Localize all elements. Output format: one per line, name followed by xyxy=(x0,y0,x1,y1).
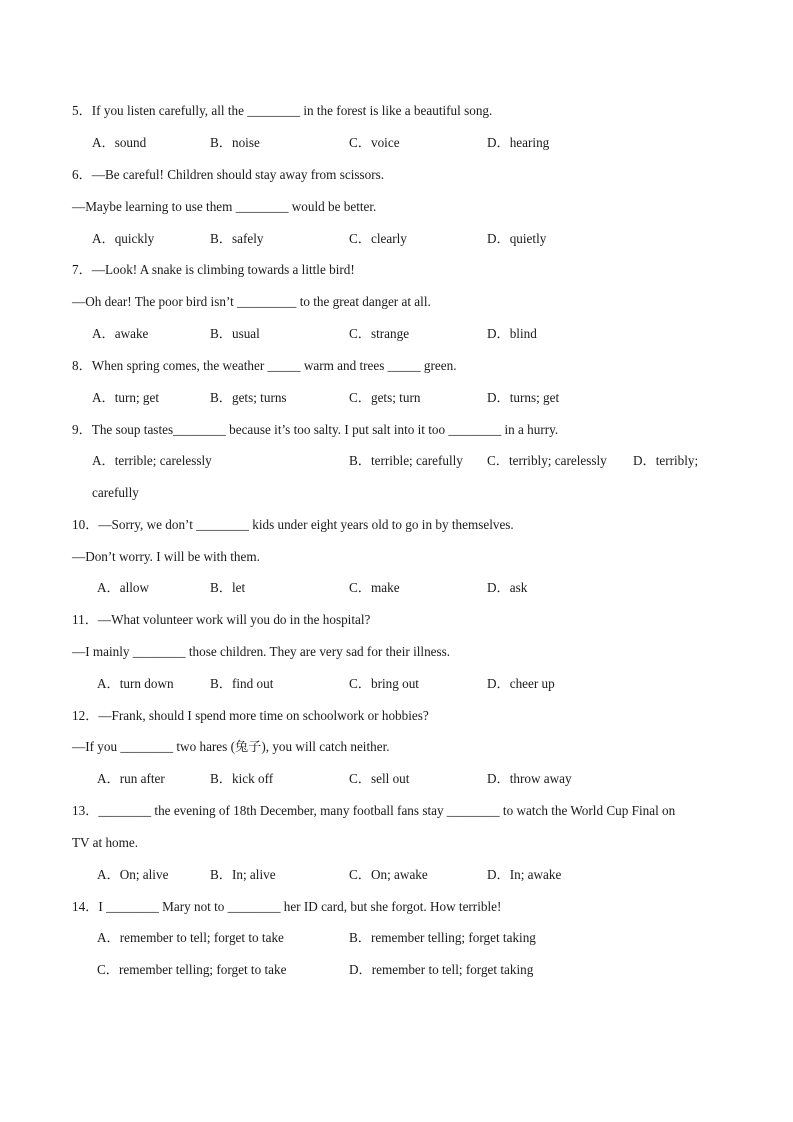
question-13-option-c: C．On; awake xyxy=(349,867,428,882)
question-8-option-a: A．turn; get xyxy=(92,390,160,405)
question-14-option-d: D．remember to tell; forget taking xyxy=(349,962,534,977)
question-7-stem: 7．—Look! A snake is climbing towards a little bird! xyxy=(72,262,355,277)
question-6-stem: 6．—Be careful! Children should stay away from scissors. xyxy=(72,167,385,182)
question-9-option-b: B．terrible; carefully xyxy=(349,453,463,468)
question-11-stem-2: —I mainly ________ those children. They are very sad for their illness. xyxy=(72,644,451,659)
question-13-option-b: B．In; alive xyxy=(210,867,276,882)
question-12-stem-2: —If you ________ two hares (兔子), you will catch neither. xyxy=(72,739,390,754)
question-12-stem: 12．—Frank, should I spend more time on schoolwork or hobbies? xyxy=(72,708,429,723)
question-7-option-a: A．awake xyxy=(92,326,149,341)
question-6-option-b: B．safely xyxy=(210,231,264,246)
question-12-option-c: C．sell out xyxy=(349,771,410,786)
question-12-option-b: B．kick off xyxy=(210,771,274,786)
question-6-option-c: C．clearly xyxy=(349,231,407,246)
question-13-stem: 13．________ the evening of 18th December, many football fans stay ________ to watch the World Cup Final on xyxy=(72,803,676,818)
question-10-option-a: A．allow xyxy=(97,580,150,595)
question-11-option-d: D．cheer up xyxy=(487,676,555,691)
question-6-option-a: A．quickly xyxy=(92,231,155,246)
question-7-stem-2: —Oh dear! The poor bird isn’t _________ to the great danger at all. xyxy=(72,294,431,309)
question-10-option-b: B．let xyxy=(210,580,246,595)
question-8-option-d: D．turns; get xyxy=(487,390,560,405)
question-10-option-c: C．make xyxy=(349,580,400,595)
question-13-option-d: D．In; awake xyxy=(487,867,562,882)
question-6-option-d: D．quietly xyxy=(487,231,547,246)
question-9-option-c: C．terribly; carelessly xyxy=(487,453,607,468)
question-7-option-b: B．usual xyxy=(210,326,260,341)
question-8-option-c: C．gets; turn xyxy=(349,390,421,405)
question-13-option-a: A．On; alive xyxy=(97,867,169,882)
question-9-stem: 9．The soup tastes________ because it’s too salty. I put salt into it too ________ in a hurry. xyxy=(72,422,559,437)
question-5-option-b: B．noise xyxy=(210,135,260,150)
question-7-option-d: D．blind xyxy=(487,326,537,341)
question-5-option-d: D．hearing xyxy=(487,135,550,150)
question-5-stem: 5．If you listen carefully, all the ________ in the forest is like a beautiful song. xyxy=(72,103,493,118)
question-6-stem-2: —Maybe learning to use them ________ would be better. xyxy=(72,199,377,214)
question-11-option-a: A．turn down xyxy=(97,676,174,691)
question-9-option-d-wrap: carefully xyxy=(92,485,139,500)
question-5-option-c: C．voice xyxy=(349,135,400,150)
question-14-option-b: B．remember telling; forget taking xyxy=(349,930,536,945)
question-8-option-b: B．gets; turns xyxy=(210,390,287,405)
question-10-stem: 10．—Sorry, we don’t ________ kids under eight years old to go in by themselves. xyxy=(72,517,514,532)
question-14-option-a: A．remember to tell; forget to take xyxy=(97,930,284,945)
question-10-option-d: D．ask xyxy=(487,580,528,595)
question-11-option-b: B．find out xyxy=(210,676,274,691)
question-7-option-c: C．strange xyxy=(349,326,410,341)
question-12-option-d: D．throw away xyxy=(487,771,572,786)
question-9-option-d: D．terribly; xyxy=(633,453,699,468)
question-12-option-a: A．run after xyxy=(97,771,165,786)
question-5-option-a: A．sound xyxy=(92,135,147,150)
question-14-stem: 14．I ________ Mary not to ________ her ID card, but she forgot. How terrible! xyxy=(72,899,502,914)
question-8-stem: 8．When spring comes, the weather _____ warm and trees _____ green. xyxy=(72,358,457,373)
question-10-stem-2: —Don’t worry. I will be with them. xyxy=(72,549,260,564)
question-13-stem-2: TV at home. xyxy=(72,835,139,850)
question-9-option-a: A．terrible; carelessly xyxy=(92,453,212,468)
question-11-option-c: C．bring out xyxy=(349,676,419,691)
question-14-option-c: C．remember telling; forget to take xyxy=(97,962,287,977)
question-11-stem: 11．—What volunteer work will you do in the hospital? xyxy=(72,612,371,627)
